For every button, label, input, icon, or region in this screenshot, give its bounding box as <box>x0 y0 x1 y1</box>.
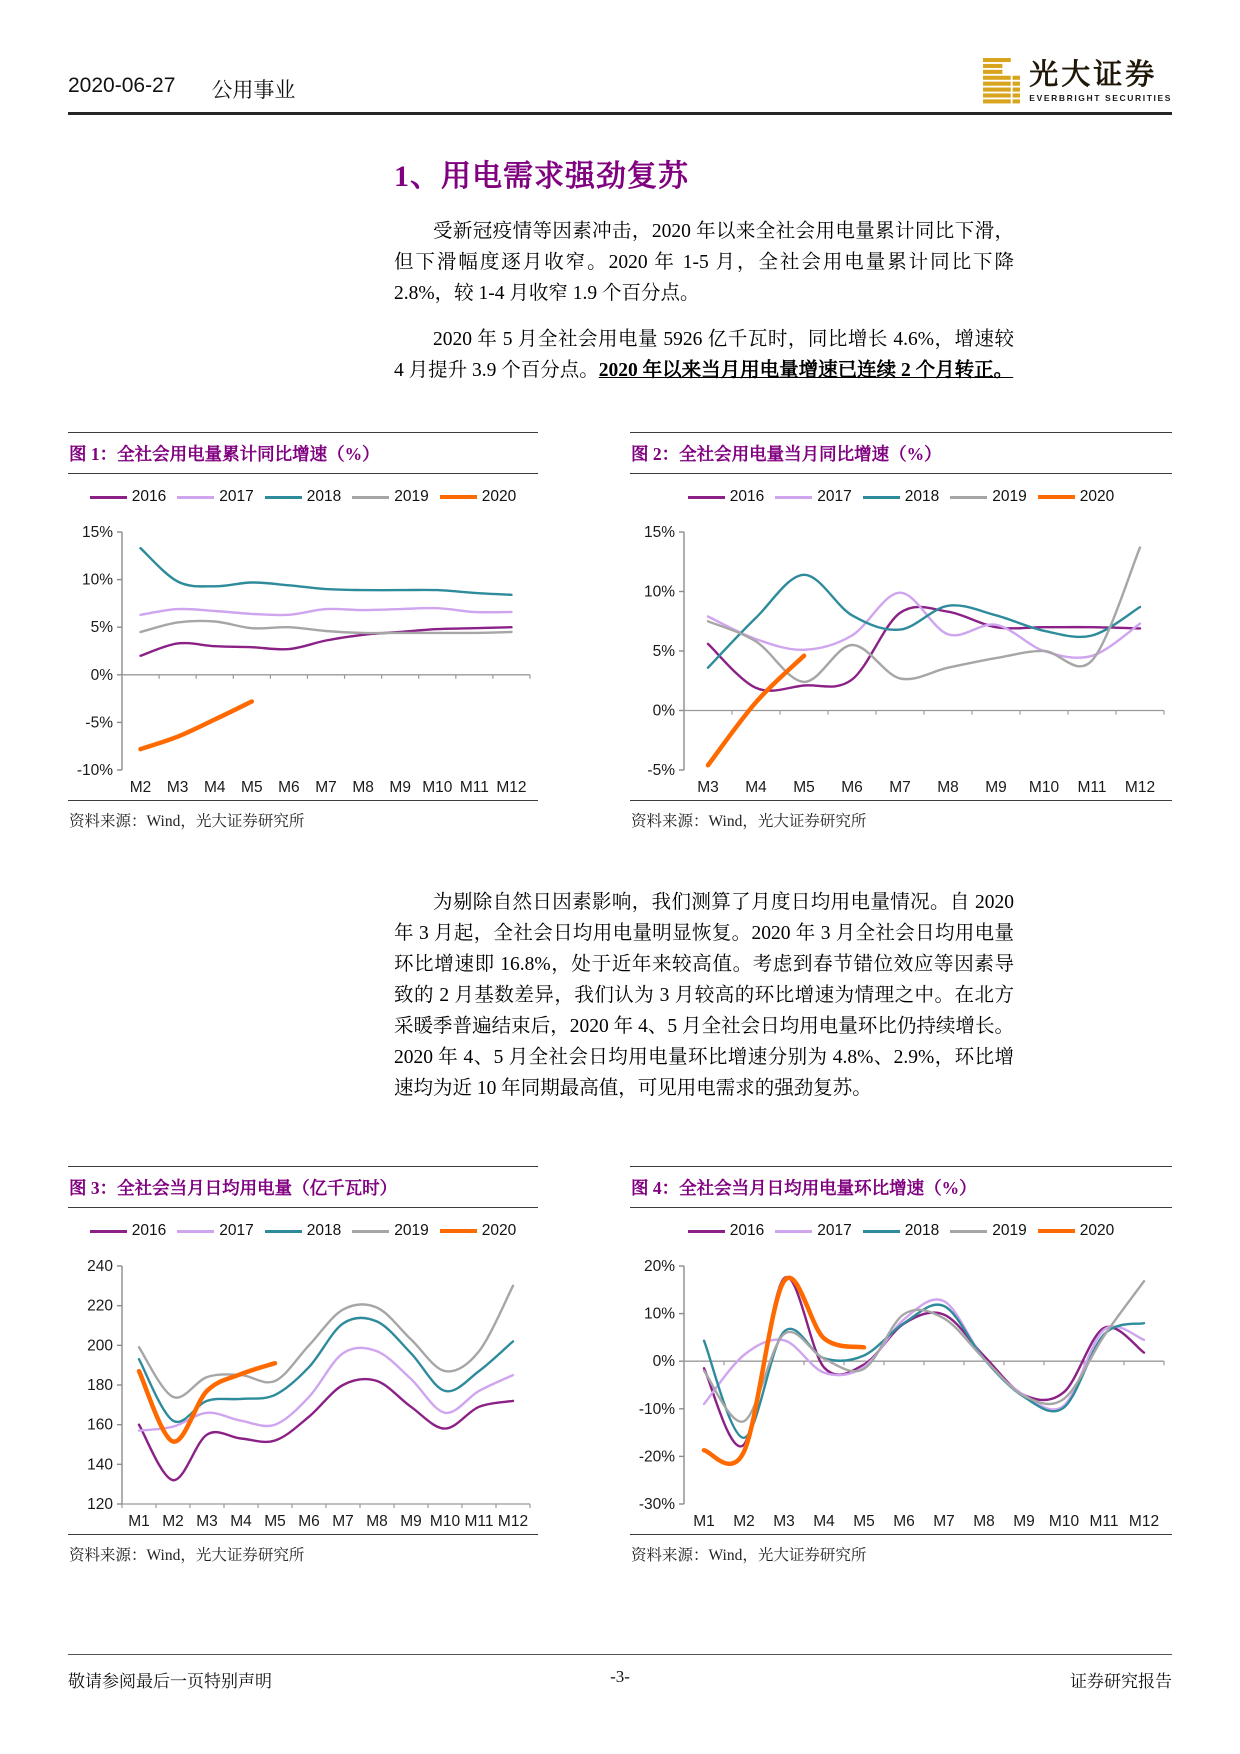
legend-label-2020: 2020 <box>481 1222 517 1239</box>
legend-item-2016 <box>688 488 764 506</box>
legend-swatch-2016 <box>688 1230 725 1233</box>
y-tick-label: 20% <box>643 1258 675 1275</box>
x-tick-label: M2 <box>733 1513 755 1530</box>
x-tick-label: M12 <box>497 1513 529 1530</box>
figures-row-1 <box>68 432 1172 833</box>
x-tick-label: M11 <box>464 1513 494 1530</box>
x-tick-label: M2 <box>162 1513 184 1530</box>
series-line-2020 <box>141 702 252 750</box>
legend-item-2019 <box>950 488 1026 506</box>
x-tick-label: M11 <box>459 779 489 796</box>
figure-1-legend <box>68 474 538 520</box>
legend-swatch-2016 <box>90 1230 127 1233</box>
y-tick-label: 0% <box>90 666 113 684</box>
y-tick-label: -10% <box>76 762 113 779</box>
x-tick-label: M3 <box>196 1513 218 1530</box>
legend-item-2019 <box>352 488 428 506</box>
chart-canvas-fig2 <box>630 520 1172 800</box>
brand-logo <box>983 58 1172 106</box>
legend-swatch-2020 <box>440 495 477 499</box>
legend-label-2017: 2017 <box>219 1222 254 1239</box>
x-tick-label: M5 <box>241 779 263 796</box>
x-tick-label: M4 <box>203 779 226 796</box>
figure-2-body <box>630 474 1172 800</box>
series-line-2017 <box>704 1299 1144 1409</box>
figure-3-legend <box>68 1208 538 1254</box>
x-tick-label: M10 <box>429 1513 461 1530</box>
figure-1-body <box>68 474 538 800</box>
legend-label-2017: 2017 <box>219 488 254 505</box>
y-tick-label: -20% <box>638 1448 675 1466</box>
legend-item-2016 <box>688 1222 764 1240</box>
x-tick-label: M10 <box>1028 779 1060 796</box>
y-tick-label: 10% <box>643 583 675 601</box>
x-tick-label: M6 <box>841 779 863 796</box>
figure-1-chart <box>68 520 538 800</box>
footer-doc-type: 证券研究报告 <box>1070 1672 1172 1691</box>
brand-text-block <box>1029 61 1172 103</box>
y-tick-label: 240 <box>87 1258 113 1275</box>
y-tick-label: 0% <box>652 1353 675 1371</box>
y-tick-label: -5% <box>85 714 113 732</box>
legend-swatch-2017 <box>775 496 812 499</box>
brand-subtitle: EVERBRIGHT SECURITIES <box>1029 93 1172 103</box>
legend-label-2016: 2016 <box>131 488 167 505</box>
y-tick-label: 220 <box>87 1297 113 1315</box>
section-title: 1、用电需求强劲复苏 <box>394 160 689 193</box>
figure-2 <box>630 432 1172 833</box>
x-tick-label: M4 <box>813 1513 835 1530</box>
figure-1-title: 图 1：全社会用电量累计同比增速（%） <box>68 433 538 474</box>
figure-3-body <box>68 1208 538 1534</box>
y-tick-label: -5% <box>647 762 675 779</box>
header-meta <box>68 74 295 106</box>
legend-swatch-2020 <box>1038 1229 1075 1233</box>
x-tick-label: M7 <box>889 779 911 796</box>
y-tick-label: 5% <box>90 619 113 637</box>
y-tick-label: 200 <box>87 1337 113 1355</box>
legend-label-2020: 2020 <box>1079 488 1115 505</box>
legend-item-2017 <box>775 488 851 506</box>
x-tick-label: M8 <box>937 779 959 796</box>
legend-swatch-2016 <box>90 496 127 499</box>
legend-item-2018 <box>863 488 939 506</box>
x-tick-label: M10 <box>1048 1513 1080 1530</box>
legend-label-2018: 2018 <box>904 488 940 505</box>
chart-canvas-fig4 <box>630 1254 1172 1534</box>
x-tick-label: M3 <box>697 779 719 796</box>
legend-label-2016: 2016 <box>131 1222 167 1239</box>
legend-label-2016: 2016 <box>729 488 765 505</box>
legend-item-2019 <box>950 1222 1026 1240</box>
y-tick-label: 10% <box>643 1305 675 1323</box>
x-tick-label: M1 <box>128 1513 150 1530</box>
legend-item-2017 <box>177 1222 253 1240</box>
legend-swatch-2018 <box>265 496 302 499</box>
x-tick-label: M5 <box>793 779 815 796</box>
legend-swatch-2017 <box>775 1230 812 1233</box>
figure-2-source: 资料来源：Wind，光大证券研究所 <box>630 800 1172 833</box>
x-tick-label: M7 <box>933 1513 955 1530</box>
x-tick-label: M2 <box>129 779 152 796</box>
legend-swatch-2019 <box>352 1230 389 1233</box>
legend-label-2017: 2017 <box>817 1222 852 1239</box>
report-date: 2020-06-27 <box>68 74 176 97</box>
legend-swatch-2018 <box>863 496 900 499</box>
legend-swatch-2017 <box>177 496 214 499</box>
legend-label-2019: 2019 <box>394 488 429 505</box>
figure-2-legend <box>630 474 1172 520</box>
x-tick-label: M12 <box>1128 1513 1160 1530</box>
figure-4 <box>630 1166 1172 1567</box>
everbright-logo-icon <box>983 58 1020 106</box>
legend-label-2018: 2018 <box>306 488 342 505</box>
series-line-2016 <box>708 607 1140 691</box>
figure-3-title: 图 3：全社会当月日均用电量（亿千瓦时） <box>68 1167 538 1208</box>
paragraph-2-text: 2020 年 5 月全社会用电量 5926 亿千瓦时，同比增长 4.6%，增速较 4 月提升 3.9 个百分点。 <box>394 329 1014 381</box>
figure-1 <box>68 432 538 833</box>
x-tick-label: M5 <box>264 1513 286 1530</box>
x-tick-label: M6 <box>893 1513 915 1530</box>
figure-3 <box>68 1166 538 1567</box>
legend-label-2016: 2016 <box>729 1222 765 1239</box>
paragraph-1: 受新冠疫情等因素冲击，2020 年以来全社会用电量累计同比下滑，但下滑幅度逐月收窄。2020 年 1-5 月，全社会用电量累计同比下降 2.8%，较 1-4 月收窄 1.9 个百分点。 <box>394 221 1014 304</box>
x-tick-label: M8 <box>366 1513 388 1530</box>
legend-swatch-2020 <box>1038 495 1075 499</box>
x-tick-label: M11 <box>1077 779 1107 796</box>
legend-label-2020: 2020 <box>481 488 517 505</box>
y-tick-label: 180 <box>87 1377 113 1394</box>
legend-item-2020 <box>1038 488 1114 506</box>
x-tick-label: M12 <box>1124 779 1156 796</box>
legend-label-2019: 2019 <box>992 488 1027 505</box>
report-category: 公用事业 <box>211 79 296 102</box>
legend-label-2019: 2019 <box>992 1222 1027 1239</box>
figure-2-chart <box>630 520 1172 800</box>
legend-item-2018 <box>863 1222 939 1240</box>
legend-item-2019 <box>352 1222 428 1240</box>
legend-label-2020: 2020 <box>1079 1222 1115 1239</box>
footer-disclaimer: 敬请参阅最后一页特别声明 <box>68 1672 272 1691</box>
legend-swatch-2019 <box>950 496 987 499</box>
legend-swatch-2017 <box>177 1230 214 1233</box>
chart-canvas-fig1 <box>68 520 538 800</box>
legend-item-2017 <box>177 488 253 506</box>
y-tick-label: -10% <box>638 1400 675 1418</box>
series-line-2017 <box>141 608 512 615</box>
x-tick-label: M6 <box>298 1513 320 1530</box>
x-tick-label: M7 <box>315 779 337 796</box>
y-tick-label: 5% <box>652 643 675 660</box>
x-tick-label: M7 <box>332 1513 354 1530</box>
x-tick-label: M3 <box>166 779 189 796</box>
brand-name: 光大证券 <box>1029 59 1158 91</box>
y-tick-label: 140 <box>87 1456 113 1474</box>
series-line-2018 <box>708 575 1140 668</box>
series-line-2016 <box>139 1379 513 1480</box>
y-tick-label: 15% <box>81 524 113 541</box>
legend-label-2019: 2019 <box>394 1222 429 1239</box>
legend-item-2018 <box>265 1222 341 1240</box>
x-tick-label: M9 <box>985 779 1007 796</box>
x-tick-label: M10 <box>422 779 453 796</box>
legend-item-2020 <box>440 1222 516 1240</box>
x-tick-label: M4 <box>745 779 767 796</box>
x-tick-label: M9 <box>400 1513 422 1530</box>
series-line-2019 <box>141 621 512 633</box>
figure-4-body <box>630 1208 1172 1534</box>
figure-3-source: 资料来源：Wind，光大证券研究所 <box>68 1534 538 1567</box>
y-tick-label: 0% <box>652 702 675 720</box>
legend-swatch-2019 <box>352 496 389 499</box>
series-line-2017 <box>708 593 1140 658</box>
page-footer <box>68 1654 1172 1692</box>
legend-swatch-2018 <box>863 1230 900 1233</box>
legend-swatch-2019 <box>950 1230 987 1233</box>
y-tick-label: 15% <box>643 524 675 541</box>
footer-page-number: -3- <box>610 1667 630 1686</box>
figure-4-chart <box>630 1254 1172 1534</box>
x-tick-label: M11 <box>1089 1513 1119 1530</box>
y-tick-label: 160 <box>87 1416 113 1434</box>
legend-item-2017 <box>775 1222 851 1240</box>
x-tick-label: M3 <box>773 1513 795 1530</box>
legend-label-2018: 2018 <box>904 1222 940 1239</box>
y-tick-label: -30% <box>638 1496 675 1513</box>
series-line-2018 <box>141 548 512 595</box>
x-tick-label: M9 <box>389 779 411 796</box>
x-tick-label: M8 <box>352 779 374 796</box>
x-tick-label: M5 <box>853 1513 875 1530</box>
x-tick-label: M1 <box>693 1513 715 1530</box>
y-tick-label: 120 <box>87 1496 113 1513</box>
figure-4-source: 资料来源：Wind，光大证券研究所 <box>630 1534 1172 1567</box>
figure-2-title: 图 2：全社会用电量当月同比增速（%） <box>630 433 1172 474</box>
paragraph-2-highlight: 2020 年以来当月用电量增速已连续 2 个月转正。 <box>598 360 1014 381</box>
paragraph-2 <box>394 324 1014 386</box>
legend-item-2018 <box>265 488 341 506</box>
x-tick-label: M6 <box>278 779 300 796</box>
legend-item-2020 <box>1038 1222 1114 1240</box>
series-line-2019 <box>708 548 1140 682</box>
paragraph-3: 为剔除自然日因素影响，我们测算了月度日均用电量情况。自 2020 年 3 月起，全社会日均用电量明显恢复。2020 年 3 月全社会日均用电量环比增速即 16.8%，处于近年来较高值。考虑到春节错位效应等因素导致的 2 月基数差异，我们认为 3 月较高的环比增速为情理之中。在北方采暖季普遍结束后，2020 年 4、5 月全社会日均用电量环比仍持续增长。2020 年 4、5 月全社会日均用电量环比增速分别为 4.8%、2.9%，环比增速均为近 10 年同期最高值，可见用电需求的强劲复苏。 <box>394 892 1014 1099</box>
y-tick-label: 10% <box>81 571 113 589</box>
legend-label-2018: 2018 <box>306 1222 342 1239</box>
page-header <box>68 58 1172 115</box>
legend-item-2016 <box>90 1222 166 1240</box>
figures-row-2 <box>68 1166 1172 1567</box>
figure-1-source: 资料来源：Wind，光大证券研究所 <box>68 800 538 833</box>
legend-swatch-2020 <box>440 1229 477 1233</box>
figure-3-chart <box>68 1254 538 1534</box>
x-tick-label: M8 <box>973 1513 995 1530</box>
x-tick-label: M12 <box>496 779 527 796</box>
legend-item-2020 <box>440 488 516 506</box>
legend-item-2016 <box>90 488 166 506</box>
figure-4-legend <box>630 1208 1172 1254</box>
x-tick-label: M9 <box>1013 1513 1035 1530</box>
legend-swatch-2016 <box>688 496 725 499</box>
series-line-2019 <box>704 1281 1144 1422</box>
legend-label-2017: 2017 <box>817 488 852 505</box>
x-tick-label: M4 <box>230 1513 252 1530</box>
legend-swatch-2018 <box>265 1230 302 1233</box>
chart-canvas-fig3 <box>68 1254 538 1534</box>
figure-4-title: 图 4：全社会当月日均用电量环比增速（%） <box>630 1167 1172 1208</box>
